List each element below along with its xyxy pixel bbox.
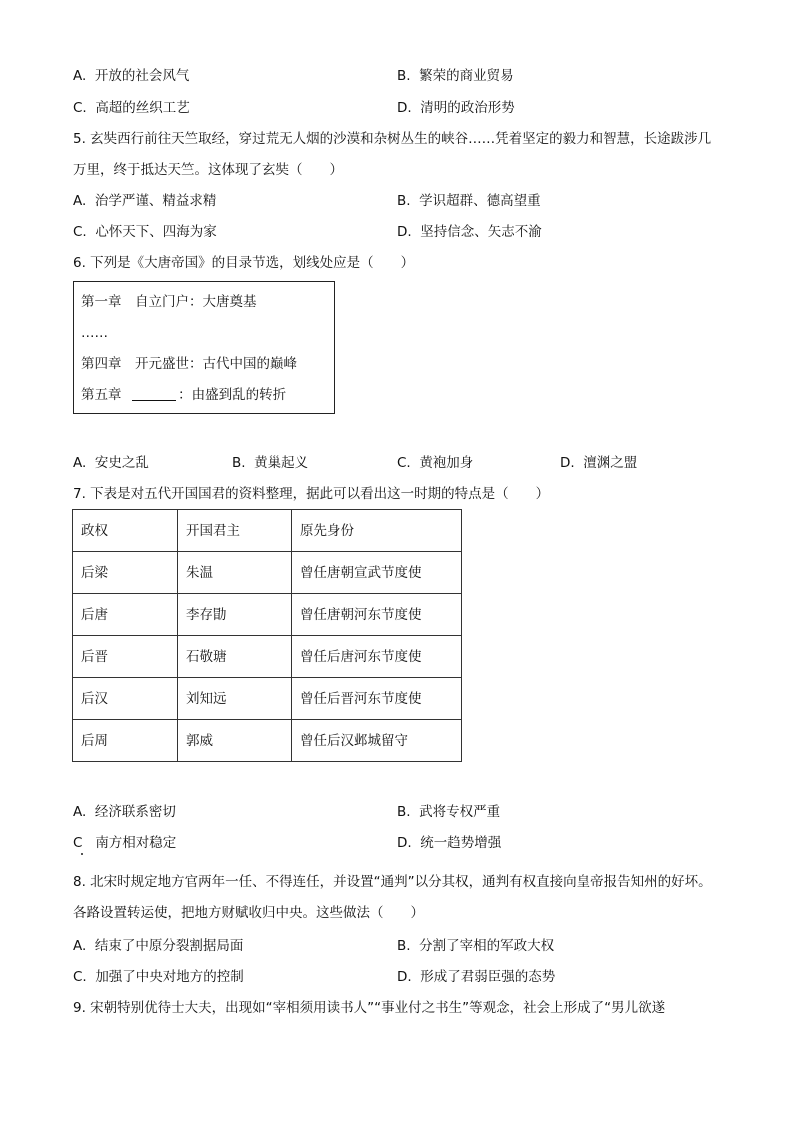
table-cell: 郭威: [178, 720, 292, 762]
table-cell: 曾任后晋河东节度使: [292, 678, 462, 720]
toc-chapter-4: 第四章 开元盛世：古代中国的巅峰: [81, 356, 297, 372]
q4-option-d: D. 清明的政治形势: [397, 100, 515, 116]
five-dynasties-table: [72, 509, 462, 762]
table-cell: 后汉: [73, 678, 178, 720]
q7-option-b: B. 武将专权严重: [397, 804, 501, 820]
table-row: [73, 636, 462, 678]
table-cell: 曾任后汉邺城留守: [292, 720, 462, 762]
table-cell: 刘知远: [178, 678, 292, 720]
q5-stem: 5. 玄奘西行前往天竺取经，穿过荒无人烟的沙漠和杂树丛生的峡谷……凭着坚定的毅力和智慧，长途跋涉几万里，终于抵达天竺。这体现了玄奘（ ）: [73, 131, 712, 178]
q5-option-b: B. 学识超群、德高望重: [397, 193, 541, 209]
toc-chapter-5: 第五章 ：由盛到乱的转折: [81, 387, 287, 403]
toc-ellipsis: ……: [81, 325, 108, 341]
table-cell: 后唐: [73, 594, 178, 636]
q4-option-b: B. 繁荣的商业贸易: [397, 68, 514, 84]
table-header: 原先身份: [292, 510, 462, 552]
q7-option-d: D. 统一趋势增强: [397, 835, 502, 851]
q8-option-c: C. 加强了中央对地方的控制: [73, 969, 244, 985]
q8-option-a: A. 结束了中原分裂割据局面: [73, 938, 244, 954]
table-cell: 后梁: [73, 552, 178, 594]
q6-option-c: C. 黄袍加身: [397, 455, 474, 471]
table-cell: 石敬瑭: [178, 636, 292, 678]
q4-option-c: C. 高超的丝织工艺: [73, 100, 190, 116]
table-cell: 李存勖: [178, 594, 292, 636]
table-row: [73, 678, 462, 720]
q9-stem: 9. 宋朝特别优待士大夫，出现如“宰相须用读书人”“事业付之书生”等观念，社会上形成了“男儿欲遂: [73, 1000, 666, 1016]
q8-option-b: B. 分割了宰相的军政大权: [397, 938, 555, 954]
q5-option-a: A. 治学严谨、精益求精: [73, 193, 217, 209]
table-cell: 曾任后唐河东节度使: [292, 636, 462, 678]
table-cell: 朱温: [178, 552, 292, 594]
q7-stem: 7. 下表是对五代开国国君的资料整理，据此可以看出这一时期的特点是（ ）: [73, 486, 550, 502]
stray-dot: [81, 853, 83, 855]
fill-blank: [132, 386, 176, 401]
table-row: [73, 552, 462, 594]
table-cell: 曾任唐朝河东节度使: [292, 594, 462, 636]
table-header-row: [73, 510, 462, 552]
table-row: [73, 594, 462, 636]
q6-stem: 6. 下列是《大唐帝国》的目录节选，划线处应是（ ）: [73, 255, 415, 271]
table-row: [73, 720, 462, 762]
q7-option-a: A. 经济联系密切: [73, 804, 176, 820]
q6-option-d: D. 澶渊之盟: [560, 455, 638, 471]
q5-option-c: C. 心怀天下、四海为家: [73, 224, 217, 240]
q8-stem: 8. 北宋时规定地方官两年一任、不得连任，并设置“通判”以分其权，通判有权直接向皇帝报告知州的好坏。各路设置转运使，把地方财赋收归中央。这些做法（ ）: [73, 874, 712, 921]
q6-option-a: A. 安史之乱: [73, 455, 149, 471]
table-header: 开国君主: [178, 510, 292, 552]
q4-option-a: A. 开放的社会风气: [73, 68, 190, 84]
q8-option-d: D. 形成了君弱臣强的态势: [397, 969, 556, 985]
q5-option-d: D. 坚持信念、矢志不渝: [397, 224, 542, 240]
table-cell: 后周: [73, 720, 178, 762]
toc-chapter-1: 第一章 自立门户：大唐奠基: [81, 294, 257, 310]
q6-option-b: B. 黄巢起义: [232, 455, 309, 471]
toc-box: [73, 281, 335, 414]
table-cell: 后晋: [73, 636, 178, 678]
table-cell: 曾任唐朝宣武节度使: [292, 552, 462, 594]
table-header: 政权: [73, 510, 178, 552]
q7-option-c: C 南方相对稳定: [73, 835, 177, 851]
